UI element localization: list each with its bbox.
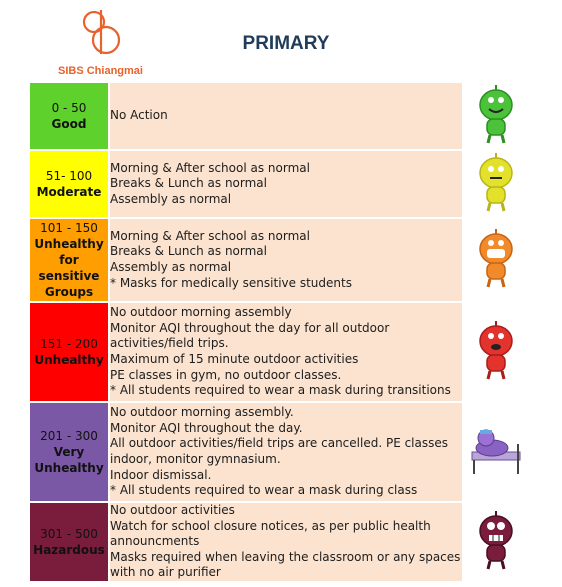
action-line: Monitor AQI throughout the day for all outdoor	[110, 320, 390, 335]
action-line: indoor, monitor gymnasium.	[110, 452, 281, 466]
action-line: Maximum of 15 minute outdoor activities	[110, 352, 359, 366]
logo-text: SIBS Chiangmai	[58, 65, 143, 77]
action-line: * Masks for medically sensitive students	[110, 275, 352, 290]
action-line: All outdoor activities/field trips are cancelled. PE classes	[110, 436, 449, 451]
sibs-logo-icon	[82, 8, 120, 56]
action-line: No outdoor morning assembly	[110, 305, 292, 320]
aqi-level-cell	[30, 150, 109, 218]
sibs-logo	[58, 8, 142, 80]
aqi-range: 201 - 300	[40, 429, 98, 443]
green-smiling-mascot-icon	[475, 83, 517, 149]
aqi-row	[30, 402, 530, 502]
aqi-action-cell	[109, 218, 462, 302]
action-line: Assembly as normal	[110, 260, 232, 274]
action-line: announcments	[110, 534, 200, 549]
maroon-skull-mascot-icon	[475, 509, 517, 575]
aqi-category: Very Unhealthy	[34, 445, 104, 475]
aqi-action-table	[30, 83, 530, 583]
aqi-row	[30, 150, 530, 218]
action-line: * All students required to wear a mask during class	[110, 483, 418, 498]
action-line: Morning & After school as normal	[110, 160, 310, 175]
action-line: Assembly as normal	[110, 191, 232, 206]
action-line: No outdoor activities	[110, 503, 235, 518]
aqi-action-cell	[109, 83, 462, 150]
mascot-cell	[462, 218, 530, 302]
aqi-range: 151 - 200	[40, 337, 98, 351]
action-line: Indoor dismissal.	[110, 467, 212, 482]
aqi-level-cell	[30, 302, 109, 402]
aqi-range: 51- 100	[45, 169, 93, 183]
aqi-level-cell	[30, 218, 109, 302]
aqi-action-cell	[109, 150, 462, 218]
aqi-row	[30, 218, 530, 302]
aqi-level-cell	[30, 402, 109, 502]
action-line: Breaks & Lunch as normal	[110, 176, 267, 191]
action-line: Watch for school closure notices, as per public health	[110, 518, 431, 533]
action-line: Masks required when leaving the classroom or any spaces	[110, 549, 461, 564]
action-line: activities/field trips.	[110, 336, 229, 351]
aqi-action-cell	[109, 302, 462, 402]
action-line: Monitor AQI throughout the day.	[110, 420, 303, 435]
aqi-category: Moderate	[36, 185, 102, 199]
aqi-row	[30, 502, 530, 582]
mascot-cell	[462, 502, 530, 582]
orange-masked-mascot-icon	[475, 227, 517, 293]
aqi-category: Unhealthy for sensitive Groups	[34, 237, 104, 299]
action-line: Morning & After school as normal	[110, 228, 310, 243]
action-line: * All students required to wear a mask during transitions	[110, 383, 451, 398]
action-line: No Action	[110, 108, 168, 123]
mascot-cell	[462, 302, 530, 402]
aqi-category: Unhealthy	[34, 353, 104, 367]
action-line: with no air purifier	[110, 565, 221, 580]
mascot-cell	[462, 150, 530, 218]
aqi-row	[30, 302, 530, 402]
aqi-category: Hazardous	[33, 543, 105, 557]
page-title: PRIMARY	[242, 33, 330, 54]
red-coughing-mascot-icon	[475, 319, 517, 385]
aqi-level-cell	[30, 83, 109, 150]
aqi-row	[30, 83, 530, 150]
aqi-action-cell	[109, 402, 462, 502]
mascot-cell	[462, 402, 530, 502]
aqi-range: 101 - 150	[40, 221, 98, 235]
action-line: Breaks & Lunch as normal	[110, 244, 267, 259]
aqi-range: 0 - 50	[51, 101, 87, 115]
mascot-cell	[462, 83, 530, 150]
purple-sick-in-bed-mascot-icon	[468, 422, 524, 482]
yellow-mascot-icon	[475, 151, 517, 217]
aqi-category: Good	[51, 117, 87, 131]
aqi-level-cell	[30, 502, 109, 582]
aqi-range: 301 - 500	[40, 527, 98, 541]
action-line: PE classes in gym, no outdoor classes.	[110, 367, 342, 382]
action-line: No outdoor morning assembly.	[110, 405, 294, 420]
aqi-action-cell	[109, 502, 462, 582]
